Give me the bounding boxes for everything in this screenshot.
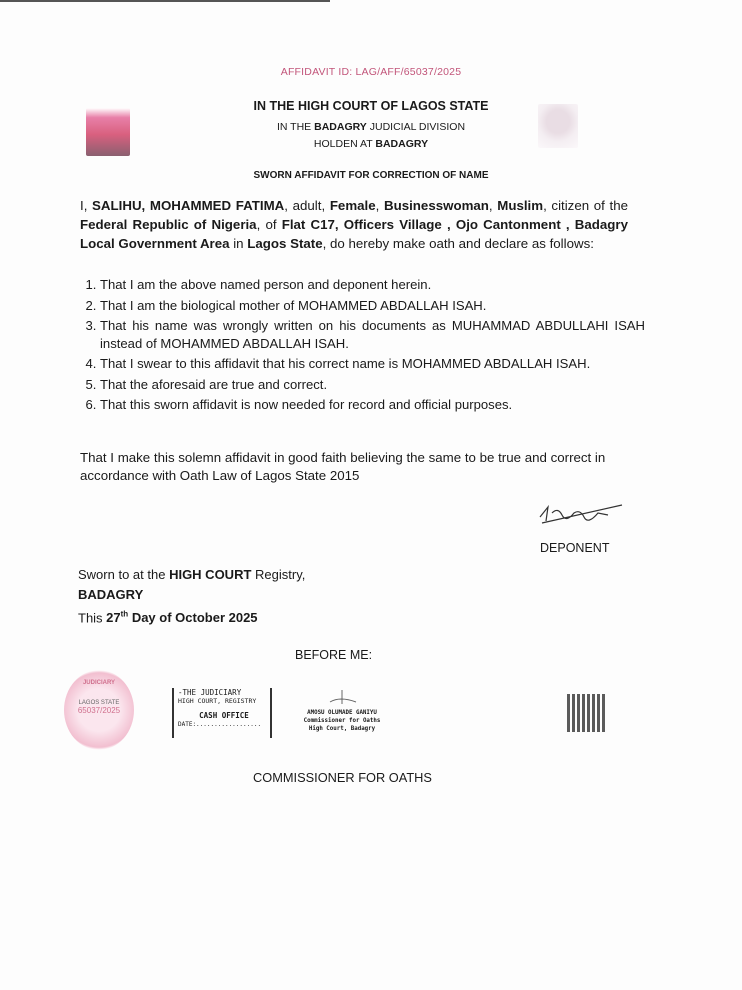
intro-segment: ,	[488, 198, 498, 213]
intro-segment: , of	[256, 217, 282, 232]
declaration-item: 6. That this sworn affidavit is now needed for record and official purposes.	[100, 396, 645, 414]
intro-segment: SALIHU, MOHAMMED FATIMA	[92, 198, 285, 213]
declarations-list	[80, 276, 645, 417]
commissioner-signature	[322, 690, 362, 706]
text: JUDICIAL DIVISION	[366, 121, 466, 133]
cash-office-stamp	[172, 688, 272, 738]
intro-segment: , citizen of the	[543, 198, 628, 213]
text: HOLDEN AT	[313, 138, 376, 150]
intro-segment: ,	[375, 198, 384, 213]
text: JUDICIARY	[82, 680, 116, 686]
text: BADAGRY	[314, 121, 367, 133]
deponent-label: DEPONENT	[540, 541, 610, 555]
text: Day of October 2025	[128, 610, 258, 626]
intro-segment: , adult,	[284, 198, 330, 213]
text: LAGOS STATE	[78, 700, 120, 706]
text: -THE JUDICIARY	[178, 688, 242, 697]
top-border	[0, 0, 330, 2]
deponent-signature	[538, 503, 623, 525]
text: High Court, Badagry	[308, 726, 376, 732]
text: This	[78, 610, 107, 626]
text: BADAGRY	[375, 138, 429, 150]
intro-segment: Female	[329, 198, 376, 213]
declaration-item: 3. That his name was wrongly written on his documents as MUHAMMAD ABDULLAHI ISAH instead of MOHAMMED ABDALLAH ISAH.	[100, 317, 645, 352]
text: 27	[106, 610, 121, 626]
intro-segment: Lagos State	[247, 236, 323, 251]
qr-code-icon	[567, 694, 605, 732]
text: AMOSU OLUMADE GANIYU	[307, 710, 377, 716]
intro-segment: in	[229, 236, 248, 251]
text: Commissioner for Oaths	[303, 718, 381, 724]
text: DATE:..................	[178, 721, 262, 728]
holden-line	[0, 138, 742, 150]
text: 65037/2025	[77, 706, 121, 715]
intro-segment: Federal Republic of Nigeria	[80, 217, 257, 232]
text: th	[120, 610, 129, 619]
text: BADAGRY	[78, 587, 144, 602]
declaration-item: 4. That I swear to this affidavit that his correct name is MOHAMMED ABDALLAH ISAH.	[100, 355, 645, 373]
intro-segment: Flat C17, Officers Village , Ojo Cantonment , Badagry Local Government Area	[80, 217, 628, 251]
text: Registry,	[251, 567, 306, 582]
sworn-block	[78, 565, 305, 628]
intro-segment: I,	[80, 198, 93, 213]
commissioner-for-oaths-label: COMMISSIONER FOR OATHS	[253, 770, 432, 785]
document-title: SWORN AFFIDAVIT FOR CORRECTION OF NAME	[253, 170, 489, 181]
intro-segment: Muslim	[497, 198, 544, 213]
intro-segment: Businesswoman	[383, 198, 489, 213]
text: HIGH COURT, REGISTRY	[178, 697, 257, 705]
text: IN THE	[276, 121, 315, 133]
division-line	[0, 121, 742, 133]
declaration-item: 5. That the aforesaid are true and correct.	[100, 376, 645, 394]
commissioner-stamp	[292, 690, 392, 733]
affidavit-id: AFFIDAVIT ID: LAG/AFF/65037/2025	[280, 66, 462, 78]
closing-paragraph: That I make this solemn affidavit in good faith believing the same to be true and correct in accordance with Oath Law of Lagos State 2015	[80, 450, 606, 483]
declaration-item: 2. That I am the biological mother of MOHAMMED ABDALLAH ISAH.	[100, 297, 645, 315]
text: Sworn to at the	[78, 567, 170, 582]
court-heading: IN THE HIGH COURT OF LAGOS STATE	[253, 99, 489, 113]
intro-segment: , do hereby make oath and declare as follows:	[322, 236, 594, 251]
declaration-item: 1. That I am the above named person and deponent herein.	[100, 276, 645, 294]
before-me-label: BEFORE ME:	[295, 648, 373, 662]
judiciary-seal	[64, 670, 134, 750]
intro-paragraph	[80, 196, 628, 253]
text: CASH OFFICE	[199, 711, 249, 720]
text: HIGH COURT	[169, 567, 252, 582]
